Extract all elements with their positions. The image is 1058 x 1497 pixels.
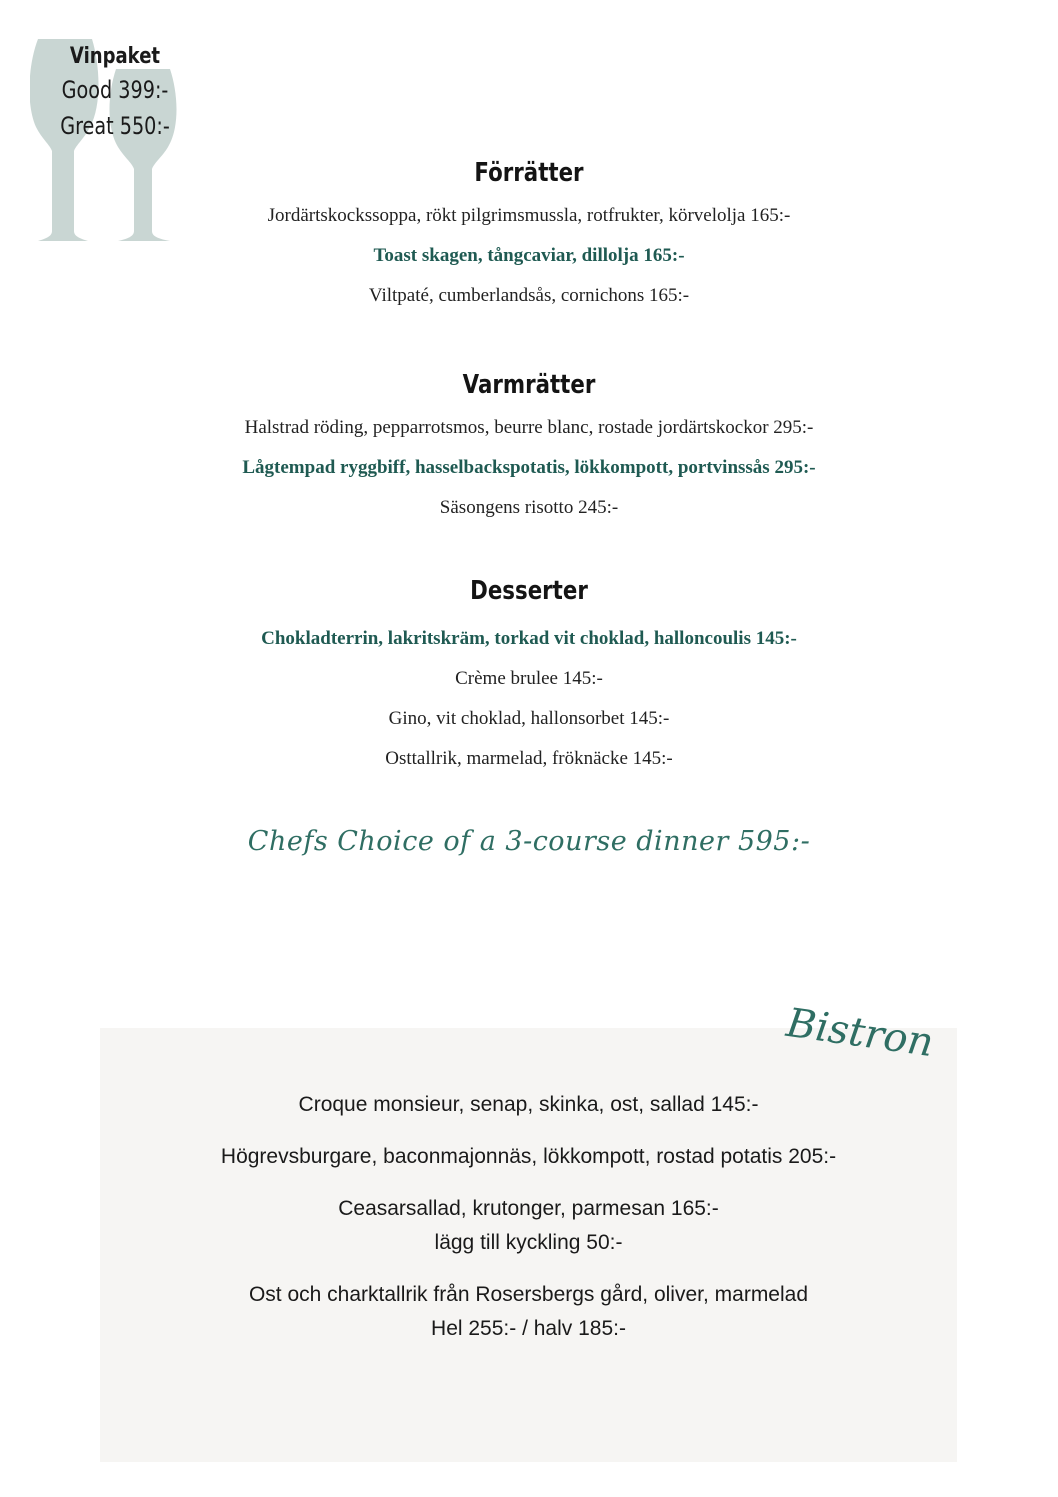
menu-item: Säsongens risotto 245:- bbox=[439, 497, 619, 518]
menu-item-featured: Toast skagen, tångcaviar, dillolja 165:- bbox=[373, 245, 685, 266]
wine-package-good: Good 399:- bbox=[61, 76, 169, 104]
bistro-item bbox=[100, 1140, 957, 1174]
bistro-item-text: Ost och charktallrik från Rosersbergs gård, oliver, marmelad bbox=[248, 1283, 809, 1306]
bistro-item bbox=[100, 1192, 957, 1260]
wine-package-title: Vinpaket bbox=[69, 44, 161, 69]
menu-item: Osttallrik, marmelad, fröknäcke 145:- bbox=[385, 748, 673, 769]
wine-package-great: Great 550:- bbox=[60, 112, 170, 140]
section-varmratter bbox=[0, 364, 1058, 528]
bistro-item bbox=[100, 1088, 957, 1122]
bistro-item-addon: lägg till kyckling 50:- bbox=[434, 1231, 623, 1254]
menu-item-featured: Chokladterrin, lakritskräm, torkad vit choklad, halloncoulis 145:- bbox=[261, 628, 797, 649]
menu-item: Gino, vit choklad, hallonsorbet 145:- bbox=[388, 708, 670, 729]
bistro-item-text: Ceasarsallad, krutonger, parmesan 165:- bbox=[338, 1197, 719, 1220]
bistro-list bbox=[100, 1088, 957, 1364]
bistro-item-price: Hel 255:- / halv 185:- bbox=[431, 1317, 626, 1340]
wine-package bbox=[40, 42, 190, 144]
section-heading: Förrätter bbox=[474, 158, 584, 188]
section-heading: Varmrätter bbox=[462, 370, 596, 400]
menu-item: Viltpaté, cumberlandsås, cornichons 165:- bbox=[368, 285, 690, 306]
menu-item: Jordärtskockssoppa, rökt pilgrimsmussla, rotfrukter, körvelolja 165:- bbox=[267, 205, 791, 226]
menu-item-featured: Lågtempad ryggbiff, hasselbackspotatis, lökkompott, portvinssås 295:- bbox=[242, 457, 816, 478]
menu-item: Crème brulee 145:- bbox=[455, 668, 603, 689]
chefs-choice: Chefs Choice of a 3-course dinner 595:- bbox=[247, 826, 811, 857]
bistro-item-text: Högrevsburgare, baconmajonnäs, lökkompott, rostad potatis 205:- bbox=[220, 1145, 837, 1168]
menu-item: Halstrad röding, pepparrotsmos, beurre blanc, rostade jordärtskockor 295:- bbox=[244, 417, 814, 438]
bistro-title: Bistron bbox=[783, 1000, 937, 1067]
section-forratter bbox=[0, 152, 1058, 316]
section-desserter bbox=[0, 570, 1058, 779]
bistro-item bbox=[100, 1278, 957, 1346]
bistro-item-text: Croque monsieur, senap, skinka, ost, sallad 145:- bbox=[298, 1093, 759, 1116]
section-heading: Desserter bbox=[470, 576, 588, 606]
